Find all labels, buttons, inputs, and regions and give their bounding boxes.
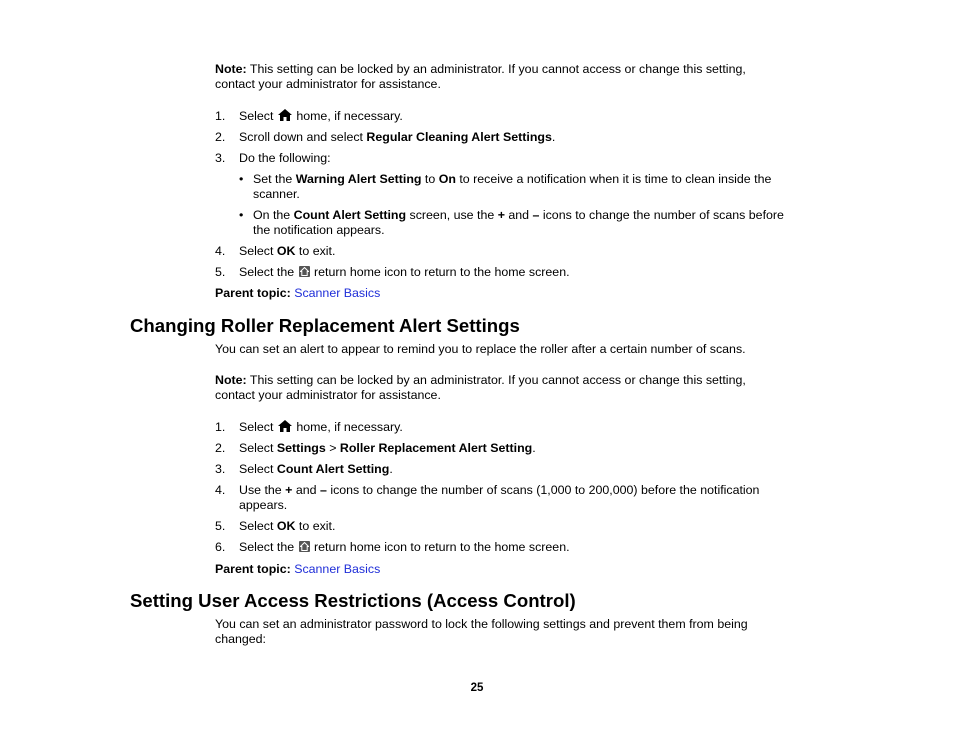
scanner-basics-link[interactable]: Scanner Basics (294, 562, 381, 576)
step-text: . (389, 462, 393, 476)
setting-name: Roller Replacement Alert Setting (339, 441, 533, 455)
list-item (215, 462, 815, 477)
step-text: home, if necessary. (292, 109, 403, 123)
setting-value: On (438, 172, 456, 186)
step-text: . (551, 130, 556, 144)
step-text: Scroll down and select (239, 130, 367, 144)
page-number: 25 (470, 682, 484, 694)
step-text: return home icon to return to the home screen. (310, 265, 570, 279)
bullet-item (239, 172, 815, 202)
step-text: Select (239, 109, 277, 123)
list-item (215, 519, 815, 534)
setting-name: Warning Alert Setting (295, 172, 422, 186)
list-item (215, 130, 815, 145)
note-paragraph (215, 373, 815, 403)
note-text: This setting can be locked by an administrator. If you cannot access or change this setting, (246, 373, 746, 387)
bullet-text: scanner. (253, 187, 300, 201)
step-number: 1. (215, 420, 226, 434)
step-text: Select (239, 462, 277, 476)
bullet-text: and (504, 208, 533, 222)
step-text: icons to change the number of scans (1,000 to 200,000) before the notification (326, 483, 760, 497)
intro-text: You can set an administrator password to lock the following settings and prevent them from being (215, 617, 748, 631)
step-text: Do the following: (239, 151, 331, 165)
bullet-text: Set the (253, 172, 296, 186)
roller-alert-steps (215, 420, 815, 555)
step-text: to exit. (295, 519, 336, 533)
note-label: Note: (215, 373, 247, 387)
bullet-text: icons to change the number of scans before (539, 208, 784, 222)
bullet-icon: • (239, 172, 244, 186)
note-paragraph (215, 62, 815, 92)
step-text: Use the (239, 483, 286, 497)
parent-topic (215, 286, 815, 301)
setting-name: Settings (276, 441, 326, 455)
list-item (215, 151, 815, 166)
step-text: Select (239, 441, 277, 455)
parent-topic-label: Parent topic: (215, 562, 291, 576)
intro-paragraph (215, 617, 815, 647)
step-text: Select the (239, 540, 298, 554)
home-icon (278, 420, 292, 432)
section-heading: Setting User Access Restrictions (Access Control) (130, 590, 576, 611)
parent-topic (215, 562, 815, 577)
list-item (215, 109, 815, 124)
list-item (215, 483, 815, 513)
step-text: Select (239, 420, 277, 434)
step-number: 5. (215, 519, 226, 533)
step-text: > (325, 441, 340, 455)
cleaning-alert-steps (215, 109, 815, 280)
setting-name: Count Alert Setting (276, 462, 390, 476)
step-text: home, if necessary. (292, 420, 403, 434)
step-number: 2. (215, 441, 226, 455)
step-number: 5. (215, 265, 226, 279)
note-text-line2: contact your administrator for assistance. (215, 388, 441, 402)
minus-symbol: – (319, 483, 327, 497)
button-name: OK (276, 519, 296, 533)
bullet-text: to (421, 172, 439, 186)
step-text: appears. (239, 498, 288, 512)
note-text-line2: contact your administrator for assistance. (215, 77, 441, 91)
return-home-icon (299, 266, 310, 277)
list-item (215, 441, 815, 456)
step-number: 2. (215, 130, 226, 144)
step-text: Select (239, 519, 277, 533)
plus-symbol: + (497, 208, 505, 222)
step-number: 1. (215, 109, 226, 123)
note-text: This setting can be locked by an administrator. If you cannot access or change this setting, (246, 62, 746, 76)
step-number: 3. (215, 151, 226, 165)
bullet-icon: • (239, 208, 244, 222)
step-text: Select the (239, 265, 298, 279)
parent-topic-label: Parent topic: (215, 286, 291, 300)
step-number: 4. (215, 244, 226, 258)
list-item (215, 420, 815, 435)
bullet-item (239, 208, 815, 238)
list-item (215, 244, 815, 259)
home-icon (278, 109, 292, 121)
setting-name: Count Alert Setting (293, 208, 407, 222)
setting-name: Regular Cleaning Alert Settings (366, 130, 552, 144)
section-heading: Changing Roller Replacement Alert Settings (130, 315, 520, 336)
scanner-basics-link[interactable]: Scanner Basics (294, 286, 381, 300)
note-label: Note: (215, 62, 247, 76)
list-item (215, 265, 815, 280)
intro-text: changed: (215, 632, 266, 646)
step-text: to exit. (295, 244, 336, 258)
bullet-text: On the (253, 208, 294, 222)
list-item (215, 540, 815, 555)
step-number: 4. (215, 483, 226, 497)
step-text: Select (239, 244, 277, 258)
bullet-text: to receive a notification when it is time to clean inside the (455, 172, 772, 186)
bullet-text: the notification appears. (253, 223, 385, 237)
bullet-text: screen, use the (406, 208, 498, 222)
step-text: . (532, 441, 536, 455)
intro-paragraph: You can set an alert to appear to remind you to replace the roller after a certain number of scans. (215, 342, 746, 356)
step-text: return home icon to return to the home screen. (310, 540, 570, 554)
minus-symbol: – (532, 208, 540, 222)
button-name: OK (276, 244, 296, 258)
step-number: 6. (215, 540, 226, 554)
step-number: 3. (215, 462, 226, 476)
step-text: and (292, 483, 320, 497)
return-home-icon (299, 541, 310, 552)
plus-symbol: + (285, 483, 293, 497)
